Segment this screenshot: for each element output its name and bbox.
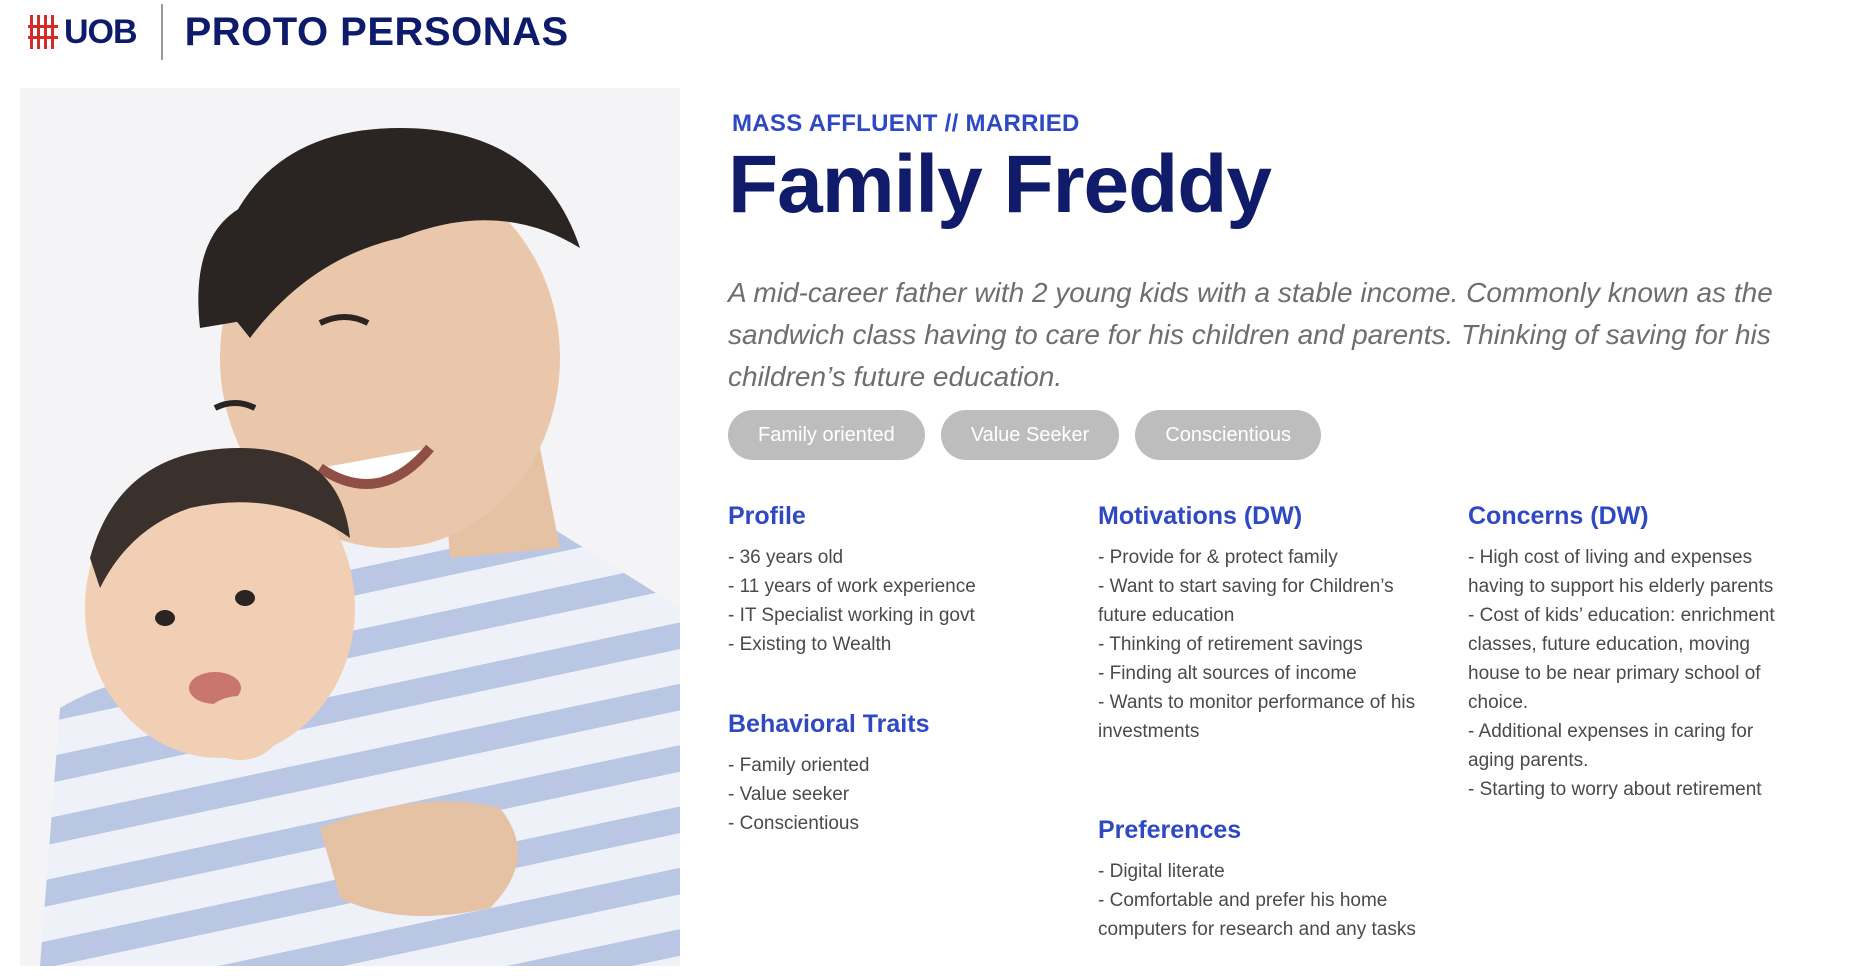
tag-value-seeker: Value Seeker	[941, 410, 1120, 460]
list-item: - Wants to monitor performance of his investments	[1098, 692, 1416, 742]
preferences-list	[1098, 857, 1438, 944]
uob-logo	[28, 13, 137, 52]
behavioral-traits-section	[728, 710, 1068, 838]
preferences-title: Preferences	[1098, 816, 1242, 844]
page-title: PROTO PERSONAS	[184, 9, 569, 54]
list-item: - Family oriented	[728, 755, 870, 776]
list-item: - Thinking of retirement savings	[1098, 634, 1363, 655]
concerns-title: Concerns (DW)	[1468, 502, 1649, 530]
list-item: - 11 years of work experience	[728, 576, 976, 597]
persona-name: Family Freddy	[728, 139, 1271, 230]
logo-text: UOB	[64, 12, 137, 51]
tag-conscientious: Conscientious	[1135, 410, 1321, 460]
uob-logo-icon	[28, 15, 58, 49]
behavioral-traits-title: Behavioral Traits	[728, 710, 930, 738]
list-item: - Starting to worry about retirement	[1468, 779, 1762, 800]
list-item: - Want to start saving for Children’s future education	[1098, 576, 1394, 626]
list-item: - 36 years old	[728, 547, 844, 568]
tag-family-oriented: Family oriented	[728, 410, 925, 460]
profile-section	[728, 502, 1068, 659]
header-divider	[161, 4, 163, 60]
persona-photo	[20, 88, 680, 966]
list-item: - Cost of kids’ education: enrichment classes, future education, moving house to be near primary school of choice.	[1468, 605, 1775, 713]
persona-tags	[728, 410, 1321, 460]
profile-title: Profile	[728, 502, 806, 530]
page-header	[28, 0, 569, 64]
list-item: - Comfortable and prefer his home computers for research and any tasks	[1098, 890, 1416, 940]
list-item: - Finding alt sources of income	[1098, 663, 1357, 684]
motivations-list	[1098, 543, 1438, 746]
list-item: - Value seeker	[728, 784, 850, 805]
list-item: - IT Specialist working in govt	[728, 605, 975, 626]
list-item: - High cost of living and expenses having to support his elderly parents	[1468, 547, 1774, 597]
list-item: - Provide for & protect family	[1098, 547, 1338, 568]
list-item: - Existing to Wealth	[728, 634, 892, 655]
concerns-list	[1468, 543, 1798, 804]
persona-segment: MASS AFFLUENT // MARRIED	[732, 110, 1080, 137]
motivations-title: Motivations (DW)	[1098, 502, 1303, 530]
persona-description: A mid-career father with 2 young kids with a stable income. Commonly known as the sandwich class having to care for his children and parents. Thinking of saving for his children’s future education.	[728, 277, 1773, 392]
list-item: - Digital literate	[1098, 861, 1225, 882]
motivations-section	[1098, 502, 1438, 746]
list-item: - Conscientious	[728, 813, 859, 834]
behavioral-traits-list	[728, 751, 1068, 838]
concerns-section	[1468, 502, 1798, 804]
profile-list	[728, 543, 1068, 659]
preferences-section	[1098, 816, 1438, 944]
list-item: - Additional expenses in caring for aging parents.	[1468, 721, 1754, 771]
